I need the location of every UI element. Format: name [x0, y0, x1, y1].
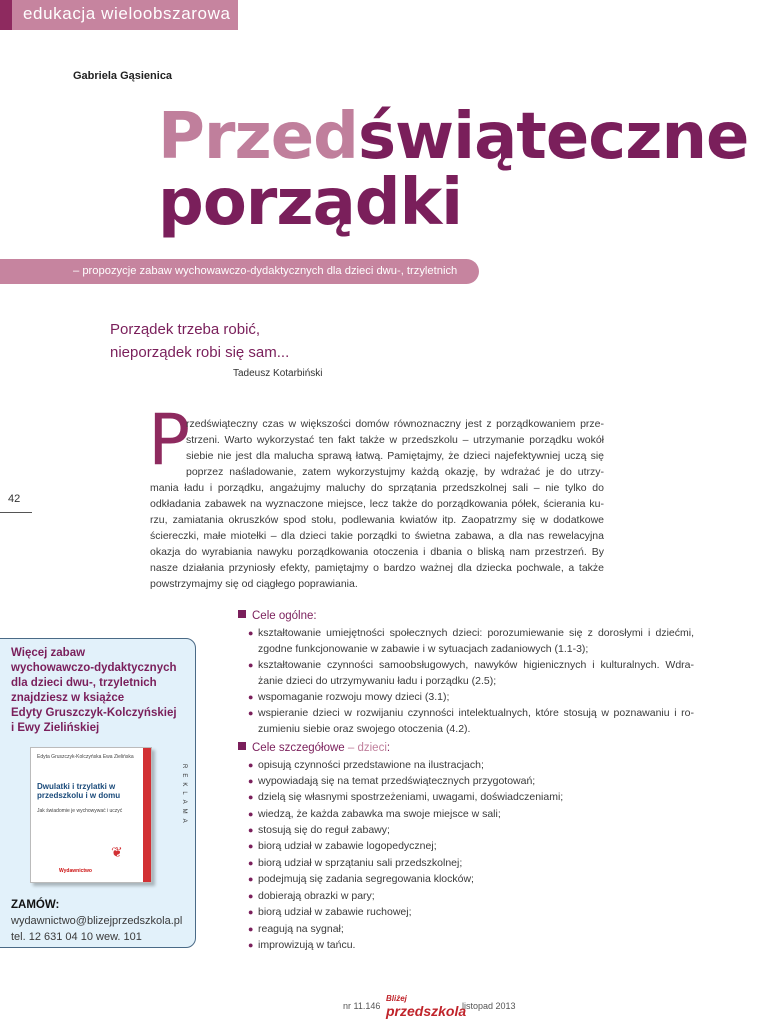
section-tag-mark [0, 0, 12, 30]
list-item [248, 806, 501, 822]
square-bullet-icon [238, 742, 246, 750]
list-item-text: opisują czynności przedstawione na ilustracjach; [258, 759, 484, 771]
list-item [248, 689, 449, 705]
body-line: odkładania zabawek na wyznaczone miejsce, lecz także do porządkowania półek, ścierania ku- [150, 498, 604, 510]
specific-goals-heading-colon: : [386, 742, 391, 754]
bullet-dot-icon: ● [248, 874, 254, 884]
book-title: Dwulatki i trzylatki w przedszkolu i w domu [37, 782, 121, 800]
epigraph-line-2: nieporządek robi się sam... [110, 344, 290, 361]
bullet-dot-icon: ● [248, 660, 254, 670]
bullet-dot-icon: ● [248, 825, 254, 835]
article-author: Gabriela Gąsienica [73, 70, 173, 82]
list-item [248, 789, 563, 805]
book-spine [143, 748, 151, 882]
title-part-2: świąteczne [357, 100, 749, 174]
ad-title-line: i Ewy Zielińskiej [11, 722, 100, 734]
list-item [248, 705, 694, 721]
subtitle-bar [0, 259, 479, 284]
list-item-text: kształtowanie czynności samoobsługowych, nawyków higienicznych i kulturalnych. Wdra- [258, 659, 694, 671]
bullet-dot-icon: ● [248, 760, 254, 770]
specific-goals-heading [238, 742, 390, 754]
magazine-logo-big: przedszkola [386, 1003, 467, 1019]
list-item [248, 625, 694, 641]
list-item-text: stosują się do reguł zabawy; [258, 824, 390, 836]
butterfly-icon: ❦ [111, 844, 123, 860]
body-line: siebie nie jest dla malucha sprawą łatwą. Pamiętajmy, że dzieci najefektywniej uczą się [186, 450, 604, 462]
body-line: nasze działania przyniosły efekty, pamiętajmy o bardzo ważnej dla dziecka pochwale, a także [150, 562, 604, 574]
order-email-link[interactable]: wydawnictwo@blizejprzedszkola.pl [11, 915, 183, 927]
magazine-logo-small: Bliżej [386, 994, 407, 1003]
bullet-dot-icon: ● [248, 924, 254, 934]
epigraph-author: Tadeusz Kotarbiński [233, 368, 323, 379]
epigraph-line-1: Porządek trzeba robić, [110, 321, 261, 338]
list-item-text: wypowiadają się na temat przedświątecznych przygotowań; [258, 775, 536, 787]
specific-goals-heading-sub: – dzieci [347, 742, 387, 754]
body-line: strzeni. Warto wykorzystać ten fakt także w przedszkolu – utrzymanie porządku wokół [186, 434, 604, 446]
title-part-1: Przed [158, 100, 358, 174]
book-subtitle: Jak świadomie je wychowywać i uczyć [37, 808, 123, 814]
ad-title-line: znajdziesz w książce [11, 692, 125, 704]
list-item-continuation: zgodne funkcjonowanie w zabawie i w sytuacjach zadaniowych (1.1-3); [258, 643, 589, 655]
article-subtitle: – propozycje zabaw wychowawczo-dydaktycznych dla dzieci dwu-, trzyletnich [73, 265, 458, 277]
ad-title-line: dla dzieci dwu-, trzyletnich [11, 677, 157, 689]
bullet-dot-icon: ● [248, 841, 254, 851]
ad-title-line: wychowawczo-dydaktycznych [11, 662, 177, 674]
list-item-text: biorą udział w zabawie logopedycznej; [258, 840, 437, 852]
bullet-dot-icon: ● [248, 708, 254, 718]
body-line: mania ładu i porządku, angażujmy maluchy do sprzątania przedszkolnej sali – nie tylko do [150, 482, 604, 494]
article-title-line2: porządki [158, 166, 463, 240]
book-authors: Edyta Gruszczyk-Kolczyńska Ewa Zielińska [37, 754, 134, 760]
list-item-continuation: zumieniu siebie oraz swojego otoczenia (4.2). [258, 723, 471, 735]
bullet-dot-icon: ● [248, 891, 254, 901]
order-phone: tel. 12 631 04 10 wew. 101 [11, 931, 142, 943]
list-item-text: wspieranie dzieci w rozwijaniu czynności intelektualnych, które stosują w poznawaniu i ro- [258, 707, 694, 719]
footer-date: listopad 2013 [462, 1001, 516, 1011]
bullet-dot-icon: ● [248, 776, 254, 786]
list-item-text: reagują na sygnał; [258, 923, 344, 935]
body-line: rzu, zamiatania okruszków spod stołu, podlewania kwiatów itp. Zaopatrzmy się w dodatkowe [150, 514, 604, 526]
list-item-text: kształtowanie umiejętności społecznych dzieci: porozumiewanie się z dorosłymi i dziećmi, [258, 627, 694, 639]
list-item-continuation: żanie dzieci do utrzymywaniu ładu i porządku (2.5); [258, 675, 497, 687]
specific-goals-heading-text: Cele szczegółowe [252, 742, 345, 754]
body-line: ściereczki, małe miotełki – dla dzieci takie porządki to świetna zabawa, a dla nas rewelacyjna [150, 530, 604, 542]
bullet-dot-icon: ● [248, 858, 254, 868]
article-title-line1 [158, 102, 748, 172]
order-label: ZAMÓW: [11, 899, 60, 911]
list-item [248, 757, 484, 773]
list-item-text: dobierają obrazki w pary; [258, 890, 375, 902]
general-goals-heading [238, 610, 317, 622]
list-item-text: wspomaganie rozwoju mowy dzieci (3.1); [258, 691, 450, 703]
list-item-text: dzielą się własnymi spostrzeżeniami, uwagami, doświadczeniami; [258, 791, 564, 803]
list-item [248, 904, 412, 920]
bullet-dot-icon: ● [248, 792, 254, 802]
magazine-logo [386, 992, 466, 1018]
list-item [248, 773, 535, 789]
list-item-text: wiedzą, że każda zabawka ma swoje miejsce w sali; [258, 808, 501, 820]
ad-title-line: Więcej zabaw [11, 647, 86, 659]
page-number: 42 [8, 493, 21, 505]
bullet-dot-icon: ● [248, 907, 254, 917]
bullet-dot-icon: ● [248, 940, 254, 950]
list-item [248, 921, 344, 937]
list-item-text: biorą udział w sprzątaniu sali przedszkolnej; [258, 857, 463, 869]
section-tag [0, 0, 238, 30]
bullet-dot-icon: ● [248, 628, 254, 638]
page-number-rule [0, 512, 32, 513]
body-line: rzedświąteczny czas w większości domów równoznaczny jest z porządkowaniem prze- [186, 418, 604, 430]
list-item-text: biorą udział w zabawie ruchowej; [258, 906, 412, 918]
square-bullet-icon [238, 610, 246, 618]
bullet-dot-icon: ● [248, 809, 254, 819]
book-publisher: Wydawnictwo [59, 868, 92, 874]
advertisement-label: REKLAMA [181, 764, 187, 828]
list-item [248, 822, 390, 838]
section-tag-label: edukacja wieloobszarowa [23, 4, 231, 23]
list-item [248, 888, 375, 904]
list-item [248, 937, 355, 953]
ad-title-line: Edyty Gruszczyk-Kolczyńskiej [11, 707, 177, 719]
footer-issue: nr 11.146 [343, 1001, 381, 1011]
body-line: okazja do wyrabiania nawyku porządkowania otoczenia i dbania o bliską nam przestrzeń. By [150, 546, 604, 558]
list-item [248, 838, 437, 854]
body-line: powstrzymajmy się od ciągłego poprawiania. [150, 578, 358, 590]
body-line: poprzez naśladowanie, zatem wykorzystujmy każdą okazję, by wdrażać je do utrzy- [186, 466, 604, 478]
list-item [248, 871, 474, 887]
book-cover-image[interactable] [30, 747, 152, 883]
list-item-text: podejmują się zadania segregowania klocków; [258, 873, 474, 885]
general-goals-heading-text: Cele ogólne: [252, 610, 317, 622]
list-item-text: improwizują w tańcu. [258, 939, 356, 951]
list-item [248, 855, 462, 871]
drop-cap: P [148, 399, 191, 481]
bullet-dot-icon: ● [248, 692, 254, 702]
list-item [248, 657, 694, 673]
